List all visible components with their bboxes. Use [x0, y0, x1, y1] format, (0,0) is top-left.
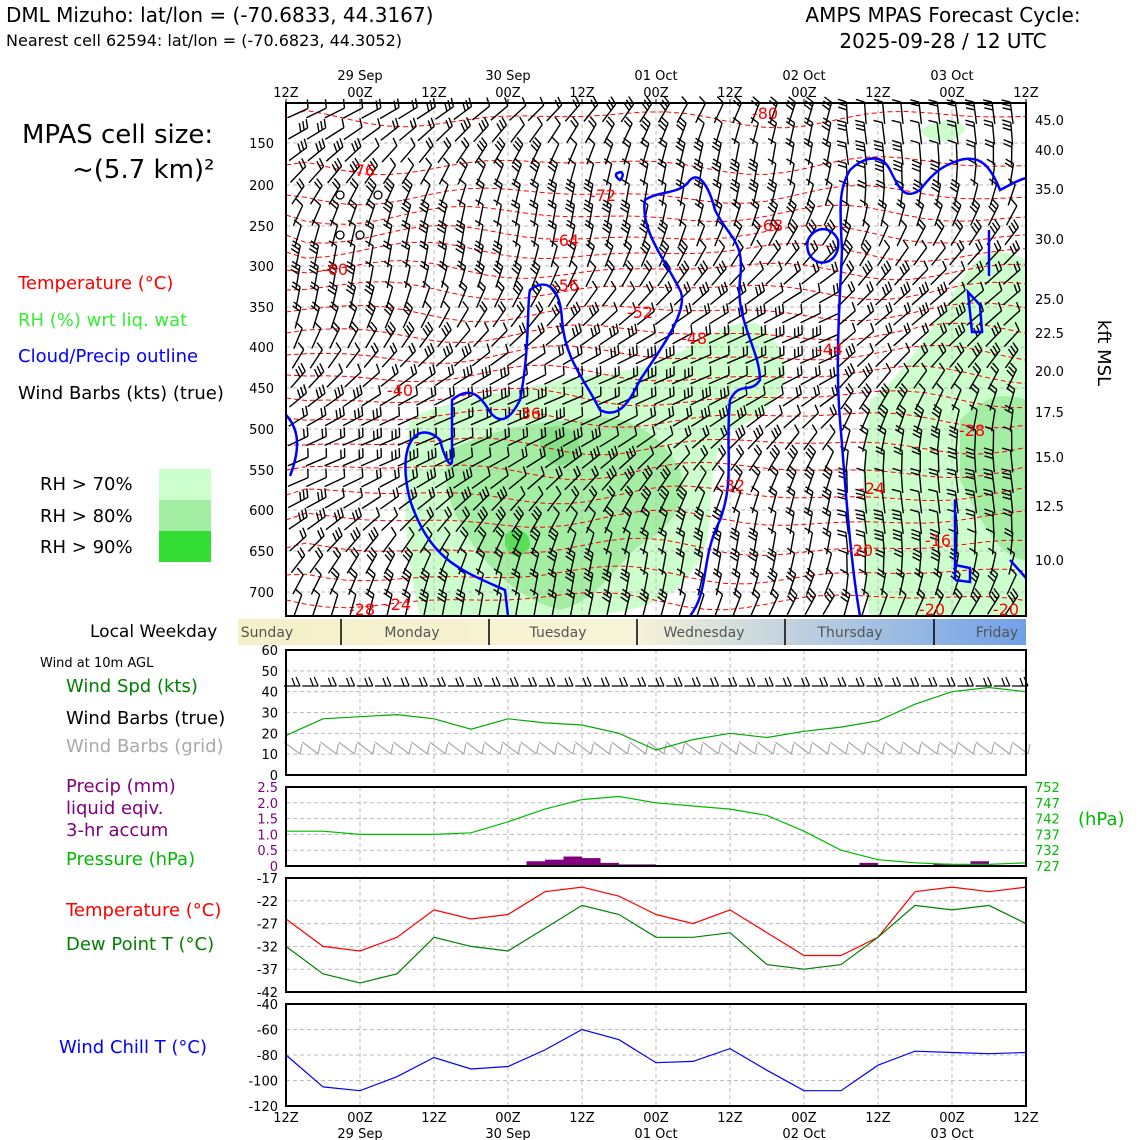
contour-label: -76	[348, 161, 376, 180]
weekday-day-label: Friday	[975, 625, 1019, 641]
weekday-label: Local Weekday	[90, 622, 218, 642]
panel-tick-label: 40	[261, 685, 278, 701]
panel-bg	[286, 787, 1026, 866]
kft-tick-label: 22.5	[1035, 327, 1064, 342]
wind-barbs-grid-label: Wind Barbs (grid)	[66, 736, 224, 757]
bottom-hour-label: 12Z	[865, 1111, 891, 1126]
nearest-cell-subtitle: Nearest cell 62594: lat/lon = (-70.6823, 44.3052)	[6, 31, 402, 50]
top-hour-label: 12Z	[421, 86, 447, 101]
contour-label: -68	[756, 216, 784, 235]
weekday-day-label: Tuesday	[529, 625, 587, 641]
bottom-date-label: 02 Oct	[782, 1127, 826, 1140]
bottom-hour-label: 00Z	[791, 1111, 817, 1126]
panel-tick-label: -27	[256, 917, 278, 933]
kft-tick-label: 35.0	[1035, 183, 1064, 198]
contour-label: -64	[552, 231, 580, 250]
wind-panel	[261, 644, 1030, 784]
kft-tick-label: 45.0	[1035, 114, 1064, 129]
top-date-label: 02 Oct	[782, 69, 826, 84]
kft-tick-label: 15.0	[1035, 451, 1064, 466]
top-hour-label: 12Z	[1013, 86, 1039, 101]
legend-rh70: RH > 70%	[40, 474, 133, 495]
kft-tick-label: 10.0	[1035, 554, 1064, 569]
panel-tick-label: -22	[256, 894, 278, 910]
bottom-date-label: 01 Oct	[634, 1127, 678, 1140]
pressure-tick-label: 300	[249, 260, 274, 275]
panel-tick-label: -100	[248, 1074, 278, 1090]
top-time-labels	[273, 69, 1039, 101]
temperature-label: Temperature (°C)	[66, 900, 222, 921]
cell-size-line1: MPAS cell size:	[22, 120, 214, 150]
pressure-tick-label: 350	[249, 301, 274, 316]
panel-tick-label: -32	[256, 940, 278, 956]
bottom-hour-label: 00Z	[939, 1111, 965, 1126]
pressure-tick-label: 650	[249, 545, 274, 560]
top-date-label: 01 Oct	[634, 69, 678, 84]
legend-wind-barbs: Wind Barbs (kts) (true)	[18, 383, 224, 404]
panel-tick-label: -37	[256, 963, 278, 979]
contour-label: -48	[680, 329, 708, 348]
top-date-label: 03 Oct	[930, 69, 974, 84]
legend-temperature: Temperature (°C)	[18, 273, 174, 294]
bottom-hour-label: 12Z	[1013, 1111, 1039, 1126]
windchill-label: Wind Chill T (°C)	[59, 1037, 207, 1058]
pressure-tick-label: 450	[249, 382, 274, 397]
top-date-label: 30 Sep	[485, 69, 531, 84]
weekday-day-label: Wednesday	[663, 625, 745, 641]
pressure-level-labels	[249, 137, 274, 601]
pressure-tick-label: 200	[249, 179, 274, 194]
panel-tick-label: 50	[261, 664, 278, 680]
panel-tick-label: 20	[261, 727, 278, 743]
bottom-date-label: 03 Oct	[930, 1127, 974, 1140]
contour-label: -24	[858, 479, 886, 498]
contour-label: -52	[626, 303, 654, 322]
contour-label: -72	[589, 186, 617, 205]
contour-label: -24	[384, 595, 412, 614]
precip-label-2: liquid eqiv.	[66, 798, 164, 819]
top-hour-label: 00Z	[643, 86, 669, 101]
pressure-tick-label: 150	[249, 137, 274, 152]
kft-tick-label: 17.5	[1035, 406, 1064, 421]
pressure-tick-label: 747	[1035, 796, 1060, 812]
legend-rh90: RH > 90%	[40, 537, 133, 558]
precip-label-3: 3-hr accum	[66, 820, 169, 841]
contour-label: -20	[918, 600, 946, 619]
wind-note: Wind at 10m AGL	[40, 656, 154, 671]
legend-rh80: RH > 80%	[40, 506, 133, 527]
contour-label: -28	[958, 421, 986, 440]
kft-tick-label: 40.0	[1035, 144, 1064, 159]
kft-tick-label: 12.5	[1035, 500, 1064, 515]
panel-tick-label: 30	[261, 706, 278, 722]
pressure-tick-label: 732	[1035, 844, 1060, 860]
contour-label: -56	[552, 276, 580, 295]
panel-tick-label: -120	[248, 1100, 278, 1115]
precip-bar	[582, 858, 601, 866]
panel-tick-label: 1.0	[257, 828, 278, 844]
top-hour-label: 00Z	[939, 86, 965, 101]
pressure-tick-label: 250	[249, 220, 274, 235]
kft-tick-label: 30.0	[1035, 233, 1064, 248]
top-hour-label: 00Z	[495, 86, 521, 101]
pressure-tick-label: 727	[1035, 860, 1060, 875]
panel-tick-label: 0.5	[257, 844, 278, 860]
pressure-tick-label: 737	[1035, 828, 1060, 844]
contour-label: -36	[514, 404, 542, 423]
precip-label-1: Precip (mm)	[66, 776, 176, 797]
panel-tick-label: 0	[269, 860, 278, 875]
pressure-label: Pressure (hPa)	[66, 849, 196, 870]
top-hour-label: 00Z	[791, 86, 817, 101]
top-date-label: 29 Sep	[337, 69, 383, 84]
top-hour-label: 00Z	[347, 86, 373, 101]
bottom-hour-label: 12Z	[569, 1111, 595, 1126]
wind-speed-label: Wind Spd (kts)	[66, 676, 198, 697]
panel-tick-label: -17	[256, 872, 278, 887]
contour-label: -60	[321, 260, 349, 279]
contour-label: -20	[992, 600, 1020, 619]
temperature-panel	[257, 872, 1026, 1001]
pressure-tick-label: 600	[249, 504, 274, 519]
panel-tick-label: 60	[261, 644, 278, 659]
pressure-tick-label: 400	[249, 341, 274, 356]
contour-label: -32	[718, 476, 746, 495]
weekday-bar-bg	[238, 619, 1026, 645]
panel-tick-label: 2.0	[257, 796, 278, 812]
panel-tick-label: 2.5	[257, 781, 278, 796]
panel-tick-label: -80	[256, 1049, 278, 1064]
wind-barbs-true-label: Wind Barbs (true)	[66, 708, 226, 729]
panel-tick-label: 0	[269, 769, 278, 784]
windchill-panel	[248, 998, 1026, 1115]
bottom-hour-label: 12Z	[717, 1111, 743, 1126]
top-hour-label: 12Z	[569, 86, 595, 101]
hpa-unit-label: (hPa)	[1078, 809, 1125, 830]
panel-tick-label: -60	[256, 1023, 278, 1039]
forecast-cycle-title: AMPS MPAS Forecast Cycle:	[805, 3, 1081, 27]
weekday-day-label: Sunday	[240, 625, 294, 641]
panel-tick-label: 10	[261, 748, 278, 764]
contour-label: -28	[348, 600, 376, 619]
kft-tick-label: 20.0	[1035, 365, 1064, 380]
legend-rh: RH (%) wrt liq. wat	[18, 310, 188, 331]
top-hour-label: 12Z	[865, 86, 891, 101]
pressure-tick-label: 742	[1035, 812, 1060, 828]
cell-size-line2: ~(5.7 km)²	[72, 155, 215, 185]
precip-pressure-panel	[257, 781, 1060, 875]
weekday-day-label: Thursday	[817, 625, 883, 641]
bottom-hour-label: 00Z	[643, 1111, 669, 1126]
bottom-date-label: 30 Sep	[485, 1127, 531, 1140]
forecast-cycle-date: 2025-09-28 / 12 UTC	[839, 29, 1047, 53]
bottom-hour-label: 12Z	[421, 1111, 447, 1126]
dewpoint-label: Dew Point T (°C)	[66, 934, 215, 955]
bottom-time-labels	[273, 1111, 1039, 1140]
precip-bar	[564, 857, 583, 866]
pressure-tick-label: 700	[249, 586, 274, 601]
panel-tick-label: -40	[256, 998, 278, 1013]
contour-label: -44	[816, 340, 844, 359]
kft-axis-title: kft MSL	[1093, 319, 1114, 387]
pressure-tick-label: 752	[1035, 781, 1060, 796]
station-title: DML Mizuho: lat/lon = (-70.6833, 44.3167)	[6, 3, 434, 27]
bottom-hour-label: 12Z	[273, 1111, 299, 1126]
contour-label: -40	[386, 381, 414, 400]
contour-label: -16	[924, 531, 952, 550]
cross-section-panel	[286, 97, 1026, 620]
contour-label: -80	[751, 104, 779, 123]
top-hour-label: 12Z	[273, 86, 299, 101]
kft-tick-label: 25.0	[1035, 293, 1064, 308]
weekday-bar	[238, 619, 1026, 645]
bottom-hour-label: 00Z	[495, 1111, 521, 1126]
pressure-tick-label: 500	[249, 423, 274, 438]
bottom-hour-label: 00Z	[347, 1111, 373, 1126]
panel-tick-label: -42	[256, 986, 278, 1001]
top-hour-label: 12Z	[717, 86, 743, 101]
legend-cloud: Cloud/Precip outline	[18, 346, 199, 367]
pressure-tick-label: 550	[249, 464, 274, 479]
kft-labels	[1035, 114, 1064, 569]
bottom-date-label: 29 Sep	[337, 1127, 383, 1140]
contour-label: -20	[846, 541, 874, 560]
panel-tick-label: 1.5	[257, 812, 278, 828]
weekday-day-label: Monday	[384, 625, 440, 641]
